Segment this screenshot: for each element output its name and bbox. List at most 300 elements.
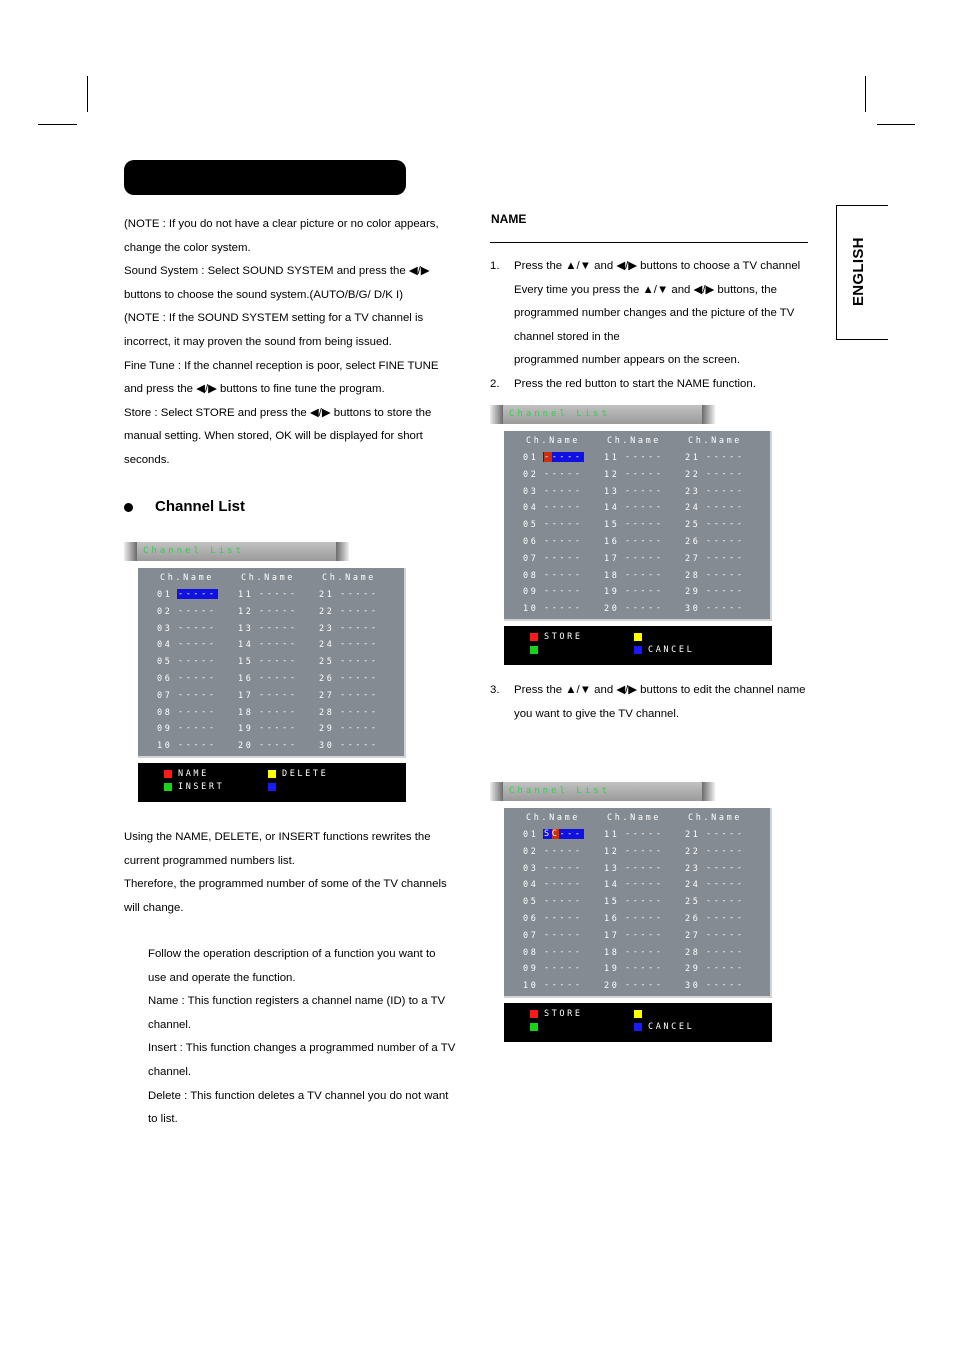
channel-row (523, 879, 583, 891)
channel-row (604, 603, 664, 615)
selected-channel-name (543, 452, 584, 462)
channel-name: ----- (178, 706, 217, 717)
channel-row (523, 980, 583, 992)
channel-list-osd-name-start (490, 405, 770, 669)
channel-number: 24 (319, 640, 335, 651)
text-line: Store : Select STORE and press the ◀/▶ buttons to store the (124, 406, 432, 419)
step-number: 3. (490, 684, 500, 696)
channel-row (604, 879, 664, 891)
channel-number: 16 (604, 537, 620, 547)
channel-name: ----- (544, 536, 583, 546)
channel-number: 19 (604, 587, 620, 598)
step-line: programmed number changes and the picture of the TV (514, 307, 795, 320)
step-number: 1. (490, 260, 500, 272)
channel-row (604, 980, 664, 992)
channel-number: 04 (157, 640, 173, 651)
channel-name: ----- (625, 845, 664, 856)
channel-number: 17 (604, 930, 620, 941)
red-key-icon (530, 633, 538, 641)
channel-row (685, 980, 745, 992)
step-line: channel stored in the (514, 330, 620, 343)
channel-number: 01 (523, 830, 539, 840)
channel-number: 13 (238, 623, 254, 634)
channel-row (319, 689, 379, 701)
channel-row (523, 552, 583, 564)
channel-row (523, 468, 583, 480)
osd-title-label: Channel List (509, 786, 611, 796)
channel-row (604, 519, 664, 531)
channel-list-osd-main (124, 542, 404, 806)
blue-key-label: CANCEL (648, 1022, 695, 1032)
section-header-bar (124, 160, 406, 195)
channel-name: ----- (625, 929, 664, 940)
channel-row (523, 929, 583, 941)
channel-number: 22 (319, 606, 335, 617)
channel-name: ----- (625, 586, 664, 597)
blue-key-icon (634, 1023, 642, 1031)
channel-row (238, 673, 298, 684)
color-key-menu (504, 1003, 772, 1042)
channel-name: ----- (259, 639, 298, 650)
text-line: buttons to choose the sound system.(AUTO/B/G/ D/K I) (124, 288, 403, 301)
text-line: (NOTE : If you do not have a clear picture or no color appears, (124, 218, 439, 230)
channel-name: ----- (544, 946, 583, 957)
channel-row (685, 879, 745, 891)
channel-number: 14 (604, 503, 620, 514)
channel-name: ----- (706, 845, 745, 856)
channel-row (523, 829, 583, 840)
green-key-icon (164, 783, 172, 791)
channel-row (238, 689, 298, 701)
crop-mark (87, 76, 88, 112)
channel-row (604, 913, 664, 924)
osd-title-bar (124, 542, 349, 561)
channel-name: ----- (625, 519, 664, 530)
channel-row (523, 946, 583, 958)
channel-number: 25 (685, 897, 701, 908)
channel-name: ----- (178, 622, 217, 633)
channel-row (238, 706, 298, 718)
title-bar-cap (490, 405, 503, 424)
channel-number: 25 (685, 520, 701, 531)
crop-mark (38, 124, 77, 125)
channel-row (319, 740, 379, 752)
channel-name: ----- (706, 502, 745, 513)
channel-name: ----- (625, 536, 664, 546)
channel-number: 26 (319, 674, 335, 684)
channel-number: 23 (685, 863, 701, 874)
channel-row (319, 605, 379, 617)
channel-number: 02 (523, 846, 539, 857)
channel-number: 26 (685, 537, 701, 547)
channel-name: ----- (544, 896, 583, 907)
channel-name: ----- (625, 896, 664, 907)
channel-row (685, 829, 745, 840)
channel-number: 19 (604, 964, 620, 975)
channel-row (604, 929, 664, 941)
column-header: Ch.Name (322, 573, 377, 583)
channel-number: 27 (685, 930, 701, 941)
title-bar-cap (490, 782, 503, 801)
text-line: Therefore, the programmed number of some of the TV channels (124, 878, 447, 891)
channel-name: ----- (340, 589, 379, 599)
yellow-key-icon (634, 1010, 642, 1018)
channel-name: ----- (544, 502, 583, 513)
channel-number: 07 (523, 930, 539, 941)
channel-number: 18 (604, 570, 620, 581)
channel-name: ----- (544, 569, 583, 580)
channel-number: 29 (319, 724, 335, 735)
channel-row (685, 569, 745, 581)
channel-name: ----- (340, 639, 379, 650)
channel-name: ----- (706, 586, 745, 597)
channel-name: ----- (625, 468, 664, 479)
channel-row (157, 605, 217, 617)
green-key-icon (530, 1023, 538, 1031)
section-divider (490, 242, 808, 243)
channel-number: 11 (604, 830, 620, 840)
channel-name: ----- (340, 740, 379, 751)
channel-number: 22 (685, 469, 701, 480)
channel-row (157, 622, 217, 634)
selected-channel-name: ----- (178, 589, 217, 599)
channel-name: ----- (544, 929, 583, 940)
channel-row (319, 706, 379, 718)
text-line: (NOTE : If the SOUND SYSTEM setting for a TV channel is (124, 312, 424, 325)
yellow-key-icon (634, 633, 642, 641)
channel-number: 11 (238, 590, 254, 600)
osd-title-label: Channel List (509, 409, 611, 419)
edit-cursor: - (544, 452, 552, 462)
channel-row (685, 946, 745, 958)
channel-name: ----- (706, 603, 745, 614)
channel-name: ----- (544, 468, 583, 479)
channel-name: ----- (178, 639, 217, 650)
channel-row (604, 829, 664, 840)
osd-title-bar (490, 782, 715, 801)
channel-name: ----- (259, 673, 298, 683)
step-number: 2. (490, 378, 500, 390)
text-line: Fine Tune : If the channel reception is poor, select FINE TUNE (124, 359, 439, 372)
channel-row (523, 963, 583, 975)
channel-row (685, 929, 745, 941)
name-section-title: NAME (491, 212, 527, 226)
channel-number: 05 (157, 657, 173, 668)
step-line: Every time you press the ▲/▼ and ◀/▶ buttons, the (514, 283, 777, 296)
channel-name: ----- (706, 929, 745, 940)
column-header: Ch.Name (526, 813, 581, 823)
channel-name: ----- (625, 552, 664, 563)
channel-name: ----- (706, 879, 745, 890)
channel-number: 10 (523, 604, 539, 615)
channel-name-rest: --- (559, 829, 583, 839)
channel-name: ----- (544, 485, 583, 496)
text-line: Follow the operation description of a function you want to (148, 948, 436, 960)
channel-row (319, 622, 379, 634)
text-line: Using the NAME, DELETE, or INSERT functions rewrites the (124, 831, 431, 843)
channel-number: 18 (238, 707, 254, 718)
function-description-text (148, 943, 455, 1132)
channel-number: 08 (523, 947, 539, 958)
channel-number: 25 (319, 657, 335, 668)
channel-row (523, 536, 583, 547)
step-line: Press the ▲/▼ and ◀/▶ buttons to edit the channel name (514, 684, 806, 696)
channel-number: 01 (523, 453, 539, 463)
channel-number: 12 (238, 606, 254, 617)
channel-row (319, 723, 379, 735)
channel-row (604, 896, 664, 908)
green-key-icon (530, 646, 538, 654)
channel-number: 13 (604, 863, 620, 874)
title-bar-cap (702, 405, 715, 424)
edit-cursor: C (551, 829, 560, 839)
channel-number: 20 (238, 741, 254, 752)
channel-row (157, 639, 217, 651)
channel-row (604, 502, 664, 514)
channel-number: 26 (685, 914, 701, 924)
text-line: manual setting. When stored, OK will be displayed for short (124, 430, 423, 443)
channel-row (685, 845, 745, 857)
channel-name: ----- (625, 502, 664, 513)
channel-number: 02 (523, 469, 539, 480)
text-line: to list. (148, 1113, 178, 1126)
step-line: Press the ▲/▼ and ◀/▶ buttons to choose a TV channel (514, 260, 801, 272)
channel-number: 08 (523, 570, 539, 581)
channel-number: 24 (685, 503, 701, 514)
channel-row (157, 723, 217, 735)
channel-name: ----- (178, 689, 217, 700)
text-line: will change. (124, 901, 184, 914)
red-key-label: STORE (544, 1009, 583, 1019)
channel-name: ----- (625, 829, 664, 839)
channel-number: 09 (523, 587, 539, 598)
channel-row (238, 605, 298, 617)
channel-name: ----- (706, 536, 745, 546)
channel-number: 04 (523, 503, 539, 514)
language-label: ENGLISH (850, 237, 867, 306)
channel-row (685, 452, 745, 463)
channel-number: 28 (319, 707, 335, 718)
channel-row (238, 639, 298, 651)
column-header: Ch.Name (607, 813, 662, 823)
channel-row (685, 896, 745, 908)
channel-row (685, 913, 745, 924)
channel-row (319, 673, 379, 684)
channel-name: ----- (340, 723, 379, 734)
channel-row (157, 740, 217, 752)
channel-number: 30 (685, 604, 701, 615)
channel-row (604, 586, 664, 598)
channel-row (604, 963, 664, 975)
text-line: Delete : This function deletes a TV channel you do not want (148, 1089, 449, 1102)
channel-number: 22 (685, 846, 701, 857)
crop-mark (877, 124, 915, 125)
channel-name: ----- (706, 862, 745, 873)
channel-row (604, 485, 664, 497)
channel-number: 23 (319, 623, 335, 634)
channel-number: 14 (604, 880, 620, 891)
channel-row (238, 656, 298, 668)
channel-list-osd-name-edit (490, 782, 770, 1046)
channel-name: ----- (340, 673, 379, 683)
channel-grid (138, 568, 406, 758)
title-bar-cap (336, 542, 349, 561)
channel-name: ----- (706, 452, 745, 462)
channel-number: 21 (685, 830, 701, 840)
channel-name: ----- (706, 829, 745, 839)
channel-row (157, 589, 217, 600)
channel-name: ----- (178, 656, 217, 667)
channel-number: 20 (604, 981, 620, 992)
channel-number: 16 (604, 914, 620, 924)
channel-name: ----- (340, 706, 379, 717)
channel-name: ----- (544, 519, 583, 530)
channel-number: 10 (157, 741, 173, 752)
step-2 (490, 373, 756, 397)
channel-name: ----- (340, 689, 379, 700)
channel-name: ----- (340, 622, 379, 633)
channel-name: ----- (178, 740, 217, 751)
channel-name: ----- (259, 723, 298, 734)
channel-row (604, 468, 664, 480)
channel-row (604, 845, 664, 857)
text-line: and press the ◀/▶ buttons to fine tune the program. (124, 383, 385, 396)
channel-row (604, 552, 664, 564)
yellow-key-icon (268, 770, 276, 778)
channel-name: ----- (178, 605, 217, 616)
channel-name: ----- (625, 946, 664, 957)
channel-number: 17 (238, 690, 254, 701)
channel-row (685, 519, 745, 531)
channel-number: 12 (604, 469, 620, 480)
crop-mark (865, 76, 866, 112)
channel-number: 06 (523, 537, 539, 547)
channel-number: 12 (604, 846, 620, 857)
channel-name: ----- (259, 605, 298, 616)
channel-name: ----- (259, 656, 298, 667)
bullet-icon (124, 503, 133, 512)
text-line: Sound System : Select SOUND SYSTEM and press the ◀/▶ (124, 265, 430, 278)
channel-row (157, 689, 217, 701)
channel-number: 15 (604, 520, 620, 531)
channel-number: 21 (685, 453, 701, 463)
channel-row (523, 603, 583, 615)
channel-name: ----- (544, 963, 583, 974)
text-line: Name : This function registers a channel name (ID) to a TV (148, 995, 446, 1008)
channel-row (238, 622, 298, 634)
step-3 (490, 679, 805, 726)
channel-number: 02 (157, 606, 173, 617)
channel-row (157, 673, 217, 684)
step-1 (490, 255, 800, 373)
blue-key-icon (268, 783, 276, 791)
channel-row (523, 862, 583, 874)
channel-number: 05 (523, 520, 539, 531)
blue-key-label: CANCEL (648, 645, 695, 655)
text-line: current programmed numbers list. (124, 854, 295, 867)
channel-row (157, 656, 217, 668)
channel-name: ----- (178, 723, 217, 734)
green-key-label: INSERT (178, 782, 225, 792)
channel-name: ----- (625, 862, 664, 873)
channel-name: ----- (625, 569, 664, 580)
channel-name: ----- (625, 913, 664, 923)
step-line: Press the red button to start the NAME function. (514, 378, 756, 390)
color-key-menu (504, 626, 772, 665)
channel-name: ----- (625, 452, 664, 462)
text-line: incorrect, it may proven the sound from being issued. (124, 335, 392, 348)
channel-row (685, 552, 745, 564)
channel-grid (504, 808, 772, 998)
osd-title-label: Channel List (143, 546, 245, 556)
channel-number: 07 (157, 690, 173, 701)
channel-name: ----- (706, 485, 745, 496)
channel-row (604, 946, 664, 958)
channel-name: ----- (259, 589, 298, 599)
channel-number: 06 (523, 914, 539, 924)
text-line: use and operate the function. (148, 971, 296, 984)
channel-number: 13 (604, 486, 620, 497)
channel-name: ----- (544, 845, 583, 856)
channel-name: ----- (625, 963, 664, 974)
color-key-menu (138, 763, 406, 802)
column-header: Ch.Name (688, 813, 743, 823)
channel-row (685, 536, 745, 547)
red-key-label: NAME (178, 769, 209, 779)
channel-number: 29 (685, 587, 701, 598)
column-header: Ch.Name (160, 573, 215, 583)
red-key-icon (530, 1010, 538, 1018)
column-header: Ch.Name (607, 436, 662, 446)
channel-name: ----- (706, 980, 745, 991)
channel-row (685, 603, 745, 615)
channel-row (238, 723, 298, 735)
channel-number: 28 (685, 570, 701, 581)
channel-name: ----- (259, 689, 298, 700)
channel-row (523, 519, 583, 531)
channel-name: ----- (706, 552, 745, 563)
channel-name: ----- (706, 963, 745, 974)
channel-number: 09 (157, 724, 173, 735)
channel-name: ----- (625, 603, 664, 614)
selected-channel-name (543, 829, 584, 839)
channel-row (523, 452, 583, 463)
channel-number: 01 (157, 590, 173, 600)
channel-number: 20 (604, 604, 620, 615)
channel-name: ----- (625, 485, 664, 496)
channel-name: ----- (706, 946, 745, 957)
channel-name: ----- (544, 980, 583, 991)
channel-list-heading: Channel List (155, 498, 246, 515)
step-line: you want to give the TV channel. (514, 707, 680, 720)
channel-row (604, 536, 664, 547)
channel-number: 04 (523, 880, 539, 891)
channel-row (523, 896, 583, 908)
channel-number: 27 (319, 690, 335, 701)
title-bar-cap (702, 782, 715, 801)
channel-number: 09 (523, 964, 539, 975)
channel-name: ----- (544, 862, 583, 873)
channel-number: 05 (523, 897, 539, 908)
column-header: Ch.Name (688, 436, 743, 446)
column-header: Ch.Name (526, 436, 581, 446)
channel-row (319, 639, 379, 651)
channel-name: ----- (544, 586, 583, 597)
channel-number: 17 (604, 553, 620, 564)
text-line: Insert : This function changes a programmed number of a TV (148, 1042, 456, 1055)
channel-name: ----- (706, 569, 745, 580)
intro-text (124, 213, 439, 473)
